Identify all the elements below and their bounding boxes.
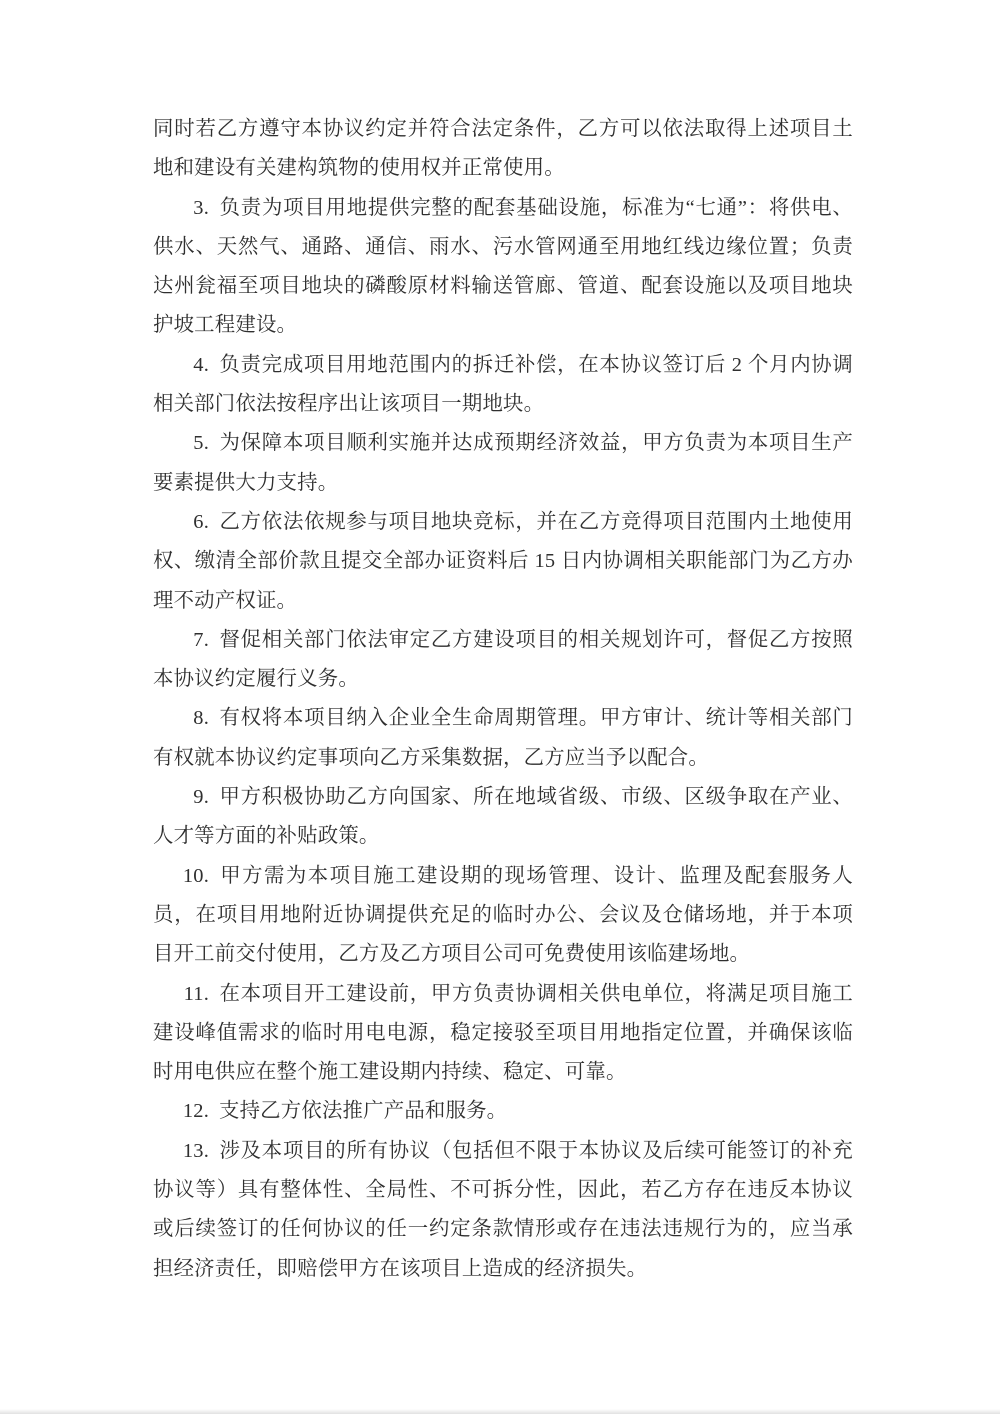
clause-number: 8. <box>193 707 209 730</box>
clause-paragraph <box>153 778 853 857</box>
clause-text: 负责为项目用地提供完整的配套基础设施，标准为“七通”：将供电、供水、天然气、通路、通信、雨水、污水管网通至用地红线边缘位置；负责达州瓮福至项目地块的磷酸原材料输送管廊、管道、配套设施以及项目地块护坡工程建设。 <box>153 196 853 337</box>
clause-text: 涉及本项目的所有协议（包括但不限于本协议及后续可能签订的补充协议等）具有整体性、全局性、不可拆分性，因此，若乙方存在违反本协议或后续签订的任何协议的任一约定条款情形或存在违法违规行为的，应当承担经济责任，即赔偿甲方在该项目上造成的经济损失。 <box>153 1139 853 1280</box>
clause-number: 13. <box>182 1139 209 1162</box>
clause-text: 督促相关部门依法审定乙方建设项目的相关规划许可，督促乙方按照本协议约定履行义务。 <box>153 628 853 691</box>
clause-number: 5. <box>193 432 209 455</box>
clause-number: 11. <box>183 982 209 1005</box>
clause-number: 12. <box>182 1100 209 1123</box>
clause-paragraph <box>153 857 853 975</box>
clause-number: 10. <box>182 864 209 887</box>
clause-text: 在本项目开工建设前，甲方负责协调相关供电单位，将满足项目施工建设峰值需求的临时用电电源，稳定接驳至项目用地指定位置，并确保该临时用电供应在整个施工建设期内持续、稳定、可靠。 <box>153 982 853 1084</box>
clause-text: 负责完成项目用地范围内的拆迁补偿，在本协议签订后 2 个月内协调相关部门依法按程序出让该项目一期地块。 <box>153 353 853 416</box>
clause-paragraph <box>153 346 853 425</box>
clause-text: 为保障本项目顺利实施并达成预期经济效益，甲方负责为本项目生产要素提供大力支持。 <box>153 432 853 494</box>
clause-paragraph <box>153 503 853 621</box>
clause-number: 9. <box>193 786 209 809</box>
clause-number: 7. <box>193 628 209 651</box>
clause-paragraph <box>153 424 853 503</box>
clause-text: 支持乙方依法推广产品和服务。 <box>219 1100 508 1123</box>
clause-text: 甲方积极协助乙方向国家、所在地域省级、市级、区级争取在产业、人才等方面的补贴政策。 <box>153 786 853 848</box>
page-edge-shadow <box>0 1409 1000 1414</box>
clause-paragraph <box>153 189 853 346</box>
contract-text <box>153 110 853 1289</box>
clause-text: 乙方依法依规参与项目地块竞标，并在乙方竞得项目范围内土地使用权、缴清全部价款且提交全部办证资料后 15 日内协调相关职能部门为乙方办理不动产权证。 <box>153 510 853 612</box>
clause-paragraph <box>153 975 853 1093</box>
clause-paragraph <box>153 699 853 778</box>
clause-text: 甲方需为本项目施工建设期的现场管理、设计、监理及配套服务人员，在项目用地附近协调提供充足的临时办公、会议及仓储场地，并于本项目开工前交付使用，乙方及乙方项目公司可免费使用该临建场地。 <box>153 864 853 966</box>
clause-number: 6. <box>193 510 209 533</box>
clause-number: 3. <box>193 196 209 219</box>
clause-paragraph <box>153 621 853 700</box>
clause-text: 有权将本项目纳入企业全生命周期管理。甲方审计、统计等相关部门有权就本协议约定事项向乙方采集数据，乙方应当予以配合。 <box>153 707 853 769</box>
paragraph-continuation: 同时若乙方遵守本协议约定并符合法定条件，乙方可以依法取得上述项目土地和建设有关建构筑物的使用权并正常使用。 <box>153 118 853 180</box>
clause-paragraph <box>153 1092 853 1131</box>
clause-number: 4. <box>193 353 209 376</box>
clause-paragraph <box>153 1132 853 1289</box>
